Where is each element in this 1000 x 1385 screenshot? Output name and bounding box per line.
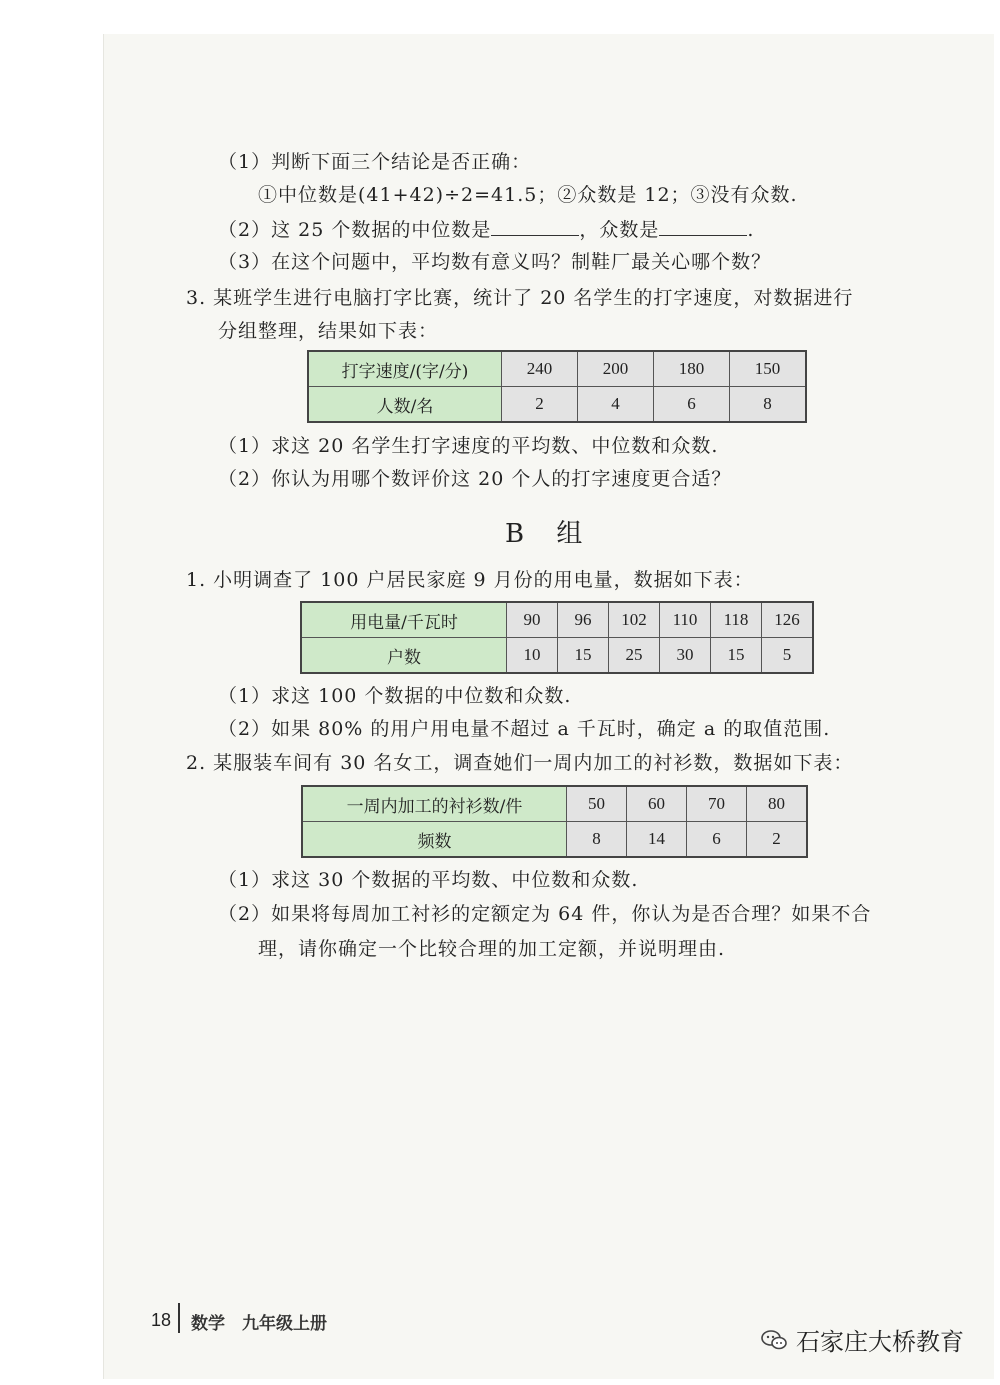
table-cell: 90 [507, 602, 558, 638]
question-a3: （3）在这个问题中，平均数有意义吗？制鞋厂最关心哪个数？ [218, 251, 772, 273]
b2-q2-line1: （2）如果将每周加工衬衫的定额定为 64 件，你认为是否合理？如果不合 [218, 903, 872, 925]
table-cell: 150 [730, 351, 807, 387]
table-cell: 2 [502, 387, 578, 423]
table-cell: 25 [609, 638, 660, 674]
book-title: 数学 九年级上册 [191, 1314, 327, 1334]
table-cell: 5 [762, 638, 814, 674]
typing-speed-table [307, 350, 807, 423]
section-b-title: B 组 [505, 519, 595, 549]
table-cell: 102 [609, 602, 660, 638]
table-cell: 96 [558, 602, 609, 638]
b1-q1: （1）求这 100 个数据的中位数和众数. [218, 685, 572, 707]
table-cell: 200 [578, 351, 654, 387]
table-header: 一周内加工的衬衫数/件 [302, 786, 567, 822]
question-a2-end: . [747, 219, 755, 241]
wechat-icon [760, 1329, 788, 1351]
table-cell: 80 [747, 786, 808, 822]
electricity-table [300, 601, 814, 674]
footer-divider [178, 1303, 180, 1333]
problem-3-q2: （2）你认为用哪个数评价这 20 个人的打字速度更合适？ [218, 468, 732, 490]
answer-blank-median[interactable] [491, 215, 579, 236]
question-a2 [218, 215, 754, 243]
table-cell: 60 [627, 786, 687, 822]
shirts-table [301, 785, 808, 858]
problem-3-q1: （1）求这 20 名学生打字速度的平均数、中位数和众数. [218, 435, 719, 457]
table-cell: 240 [502, 351, 578, 387]
table-cell: 2 [747, 822, 808, 858]
table-cell: 180 [654, 351, 730, 387]
table-header: 打字速度/(字/分) [308, 351, 502, 387]
table-cell: 70 [687, 786, 747, 822]
table-header: 用电量/千瓦时 [301, 602, 507, 638]
problem-3-line2: 分组整理，结果如下表： [218, 320, 439, 342]
table-cell: 15 [711, 638, 762, 674]
table-cell: 4 [578, 387, 654, 423]
table-cell: 10 [507, 638, 558, 674]
table-cell: 118 [711, 602, 762, 638]
question-a2-mid: ，众数是 [579, 219, 660, 241]
question-a2-prefix: （2）这 25 个数据的中位数是 [218, 219, 492, 241]
b2-q2-line2: 理，请你确定一个比较合理的加工定额，并说明理由. [258, 938, 726, 960]
table-header: 人数/名 [308, 387, 502, 423]
table-cell: 15 [558, 638, 609, 674]
table-cell: 14 [627, 822, 687, 858]
table-cell: 8 [730, 387, 807, 423]
table-cell: 6 [654, 387, 730, 423]
b1-line1: 1. 小明调查了 100 户居民家庭 9 月份的用电量，数据如下表： [186, 569, 754, 591]
question-a1-detail: ①中位数是(41+42)÷2=41.5；②众数是 12；③没有众数. [258, 184, 798, 206]
page-number: 18 [151, 1310, 172, 1330]
table-cell: 6 [687, 822, 747, 858]
table-header: 频数 [302, 822, 567, 858]
table-cell: 110 [660, 602, 711, 638]
table-cell: 8 [567, 822, 627, 858]
table-cell: 126 [762, 602, 814, 638]
question-a1: （1）判断下面三个结论是否正确： [218, 151, 532, 173]
watermark-text: 石家庄大桥教育 [796, 1328, 964, 1356]
answer-blank-mode[interactable] [659, 215, 747, 236]
table-cell: 50 [567, 786, 627, 822]
problem-3-line1: 3. 某班学生进行电脑打字比赛，统计了 20 名学生的打字速度，对数据进行 [186, 287, 854, 309]
b2-q1: （1）求这 30 个数据的平均数、中位数和众数. [218, 869, 639, 891]
watermark [760, 1322, 964, 1357]
b1-q2: （2）如果 80% 的用户用电量不超过 a 千瓦时，确定 a 的取值范围. [218, 718, 831, 740]
b2-line1: 2. 某服装车间有 30 名女工，调查她们一周内加工的衬衫数，数据如下表： [186, 752, 854, 774]
table-cell: 30 [660, 638, 711, 674]
table-header: 户数 [301, 638, 507, 674]
